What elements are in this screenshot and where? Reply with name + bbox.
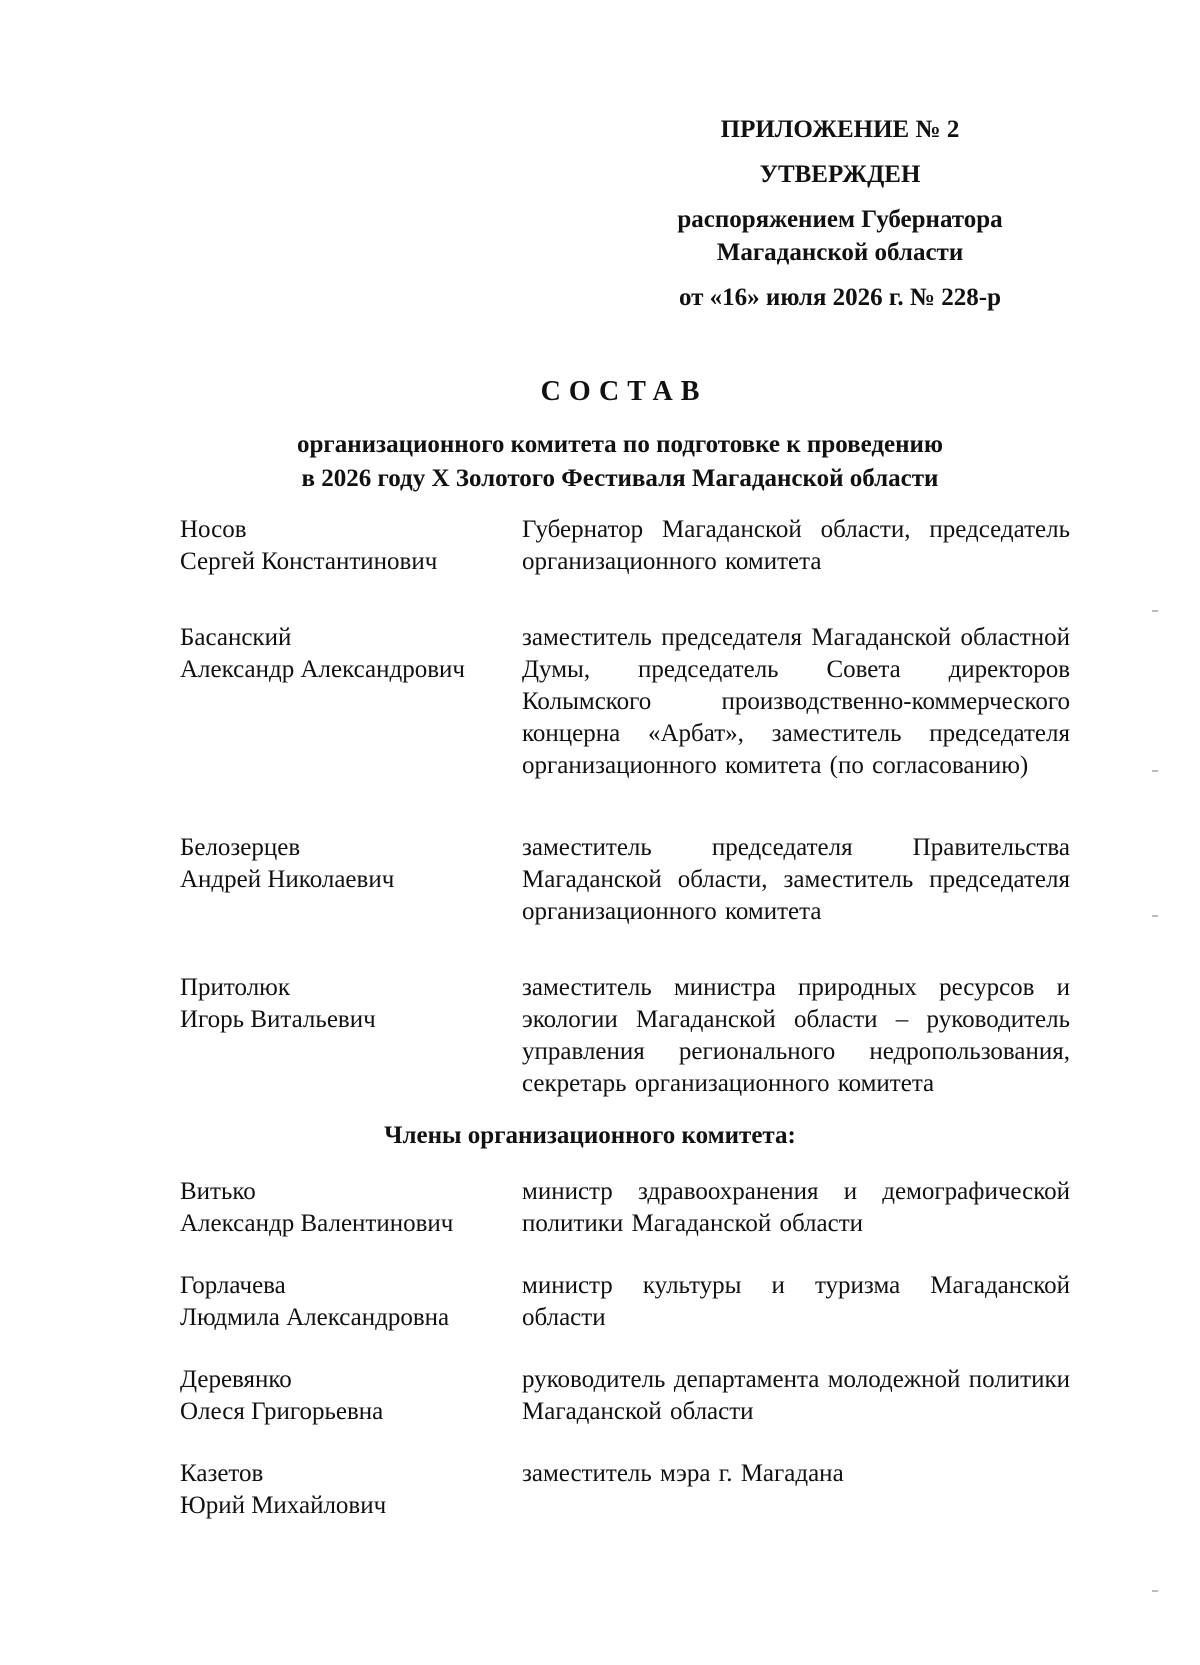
approved-by-line-2: Магаданской области — [716, 239, 964, 266]
member-role: руководитель департамента молодежной политики Магаданской области — [522, 1366, 1070, 1425]
member-name — [180, 1364, 522, 1428]
member-given-names: Олеся Григорьевна — [180, 1398, 384, 1425]
member-given-names: Александр Александрович — [180, 656, 465, 683]
scan-speck — [1152, 915, 1158, 917]
member-surname: Казетов — [180, 1460, 264, 1487]
scan-speck — [1152, 1590, 1158, 1592]
member-role: Губернатор Магаданской области, председатель организационного комитета — [522, 516, 1070, 575]
member-surname: Витько — [180, 1178, 256, 1205]
approved-by-line-1: распоряжением Губернатора — [677, 206, 1003, 233]
member-surname: Деревянко — [180, 1366, 292, 1393]
member-name — [180, 514, 522, 578]
approval-stamp-block — [640, 113, 1040, 314]
member-surname: Белозерцев — [180, 834, 301, 861]
member-given-names: Юрий Михайлович — [180, 1492, 387, 1519]
member-given-names: Александр Валентинович — [180, 1210, 454, 1237]
committee-row-deputy-chair-2 — [180, 832, 1080, 928]
committee-row-member — [180, 1458, 1080, 1522]
committee-row-secretary — [180, 972, 1080, 1100]
member-name — [180, 622, 522, 782]
member-name — [180, 972, 522, 1100]
member-role: министр культуры и туризма Магаданской области — [522, 1272, 1070, 1331]
scan-speck — [1152, 770, 1158, 772]
member-name — [180, 1458, 522, 1522]
approved-label: УТВЕРЖДЕН — [759, 161, 921, 188]
member-given-names: Игорь Витальевич — [180, 1006, 376, 1033]
committee-row-chair — [180, 514, 1080, 578]
subtitle-line-1: организационного комитета по подготовке к проведению — [296, 431, 944, 458]
document-subtitle — [140, 428, 1100, 496]
members-section-heading: Члены организационного комитета: — [384, 1122, 796, 1149]
appendix-label: ПРИЛОЖЕНИЕ № 2 — [720, 116, 960, 143]
member-role: заместитель министра природных ресурсов и экологии Магаданской области – руководитель управления регионального недропользования, секретарь организационного комитета — [522, 974, 1070, 1097]
member-given-names: Людмила Александровна — [180, 1304, 450, 1331]
subtitle-line-2: в 2026 году X Золотого Фестиваля Магаданской области — [301, 465, 939, 492]
member-surname: Притолюк — [180, 974, 290, 1001]
document-title: СОСТАВ — [540, 376, 708, 407]
member-given-names: Андрей Николаевич — [180, 866, 395, 893]
decree-date-number: от «16» июля 2026 г. № 228-р — [678, 284, 1002, 311]
member-name — [180, 1270, 522, 1334]
committee-row-member — [180, 1176, 1080, 1240]
committee-row-member — [180, 1270, 1080, 1334]
member-name — [180, 832, 522, 928]
committee-row-deputy-chair — [180, 622, 1080, 782]
committee-row-member — [180, 1364, 1080, 1428]
member-role: министр здравоохранения и демографической политики Магаданской области — [522, 1178, 1070, 1237]
member-given-names: Сергей Константинович — [180, 548, 438, 575]
member-role: заместитель председателя Магаданской областной Думы, председатель Совета директоров Колымского производственно-коммерческого концерна «Арбат», заместитель председателя организационного комитета (по согласованию) — [522, 624, 1070, 779]
scan-speck — [1152, 610, 1158, 612]
member-role: заместитель председателя Правительства Магаданской области, заместитель председателя организационного комитета — [522, 834, 1070, 925]
member-surname: Носов — [180, 516, 247, 543]
member-role: заместитель мэра г. Магадана — [522, 1460, 844, 1487]
member-surname: Басанский — [180, 624, 292, 651]
member-surname: Горлачева — [180, 1272, 286, 1299]
committee-list — [180, 514, 1080, 1522]
member-name — [180, 1176, 522, 1240]
document-title-block — [140, 374, 1100, 496]
